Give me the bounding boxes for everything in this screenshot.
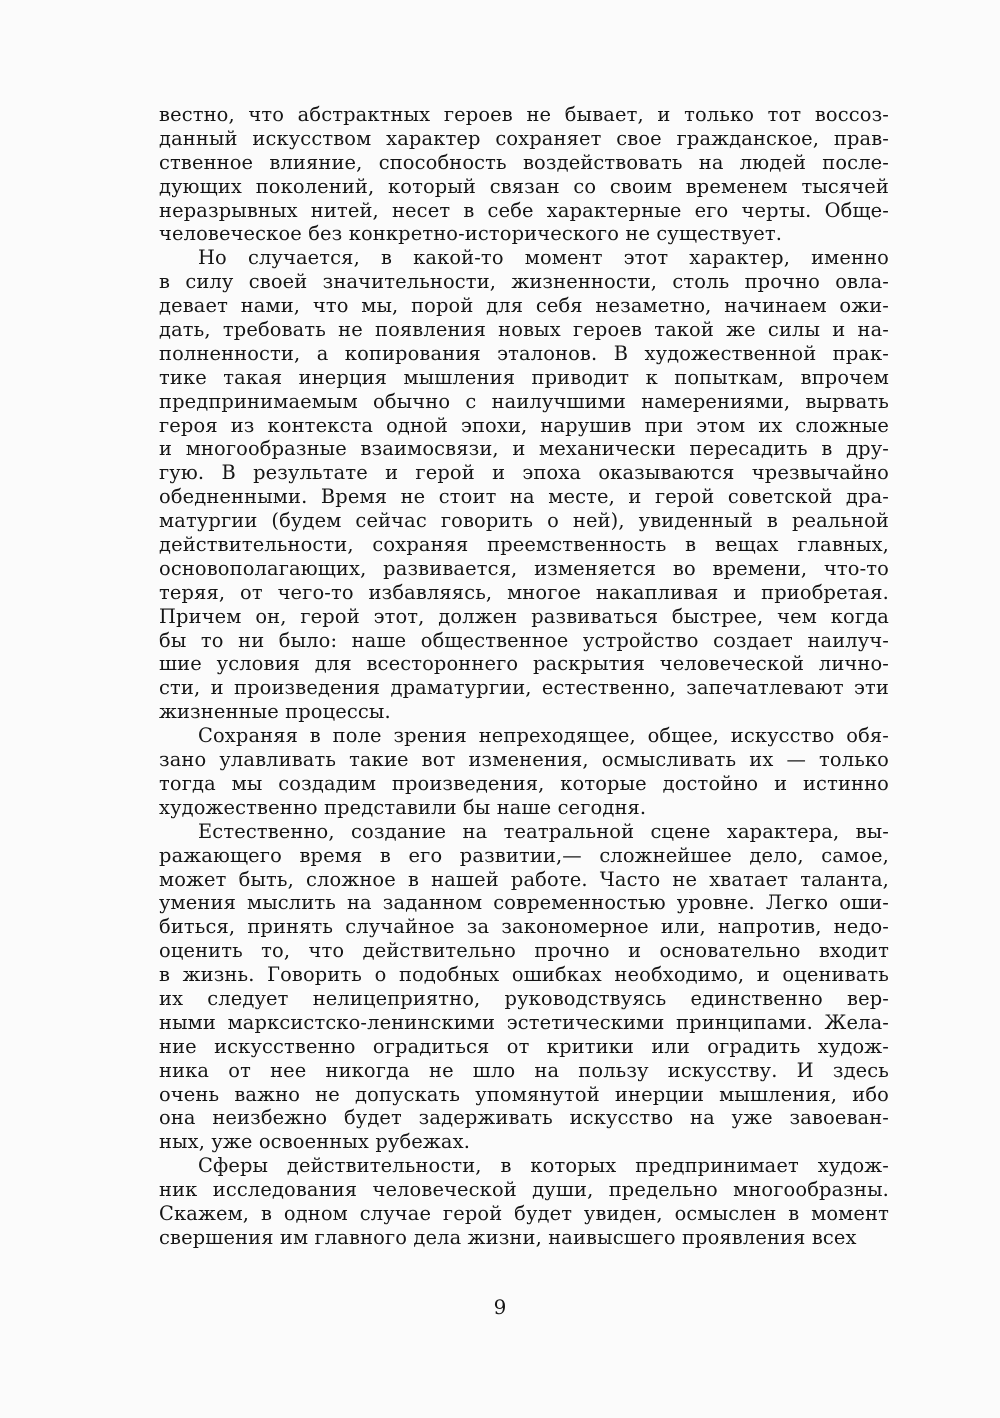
- text-line: ника от нее никогда не шло на пользу искусству. И здесь: [159, 1058, 889, 1082]
- paragraph: [159, 246, 889, 724]
- text-line: очень важно не допускать упомянутой инерции мышления, ибо: [159, 1082, 889, 1106]
- paragraph: [159, 103, 889, 246]
- text-line: дующих поколений, который связан со своим временем тысячей: [159, 174, 889, 198]
- text-line: бы то ни было: наше общественное устройство создает наилуч-: [159, 628, 889, 652]
- text-line: теряя, от чего-то избавляясь, многое накапливая и приобретая.: [159, 580, 889, 604]
- text-line: ных, уже освоенных рубежах.: [159, 1130, 471, 1154]
- page-number: 9: [493, 1295, 507, 1319]
- text-line: может быть, сложное в нашей работе. Часто не хватает таланта,: [159, 867, 889, 891]
- text-line: действительности, сохраняя преемственность в вещах главных,: [159, 533, 889, 557]
- text-line: ние искусственно оградиться от критики или оградить худож-: [159, 1034, 889, 1058]
- text-line: человеческое без конкретно-исторического не существует.: [159, 222, 783, 246]
- text-line: тике такая инерция мышления приводит к попыткам, впрочем: [159, 365, 889, 389]
- text-line: тогда мы создадим произведения, которые достойно и истинно: [159, 771, 889, 795]
- text-line: Естественно, создание на театральной сцене характера, вы-: [198, 819, 889, 843]
- text-line: их следует нелицеприятно, руководствуясь единственно вер-: [159, 986, 889, 1010]
- paragraph: [159, 1154, 889, 1250]
- paragraph: [159, 724, 889, 820]
- text-line: Скажем, в одном случае герой будет увиден, осмыслен в момент: [159, 1201, 889, 1225]
- text-line: жизненные процессы.: [159, 700, 391, 724]
- text-line: и многообразные взаимосвязи, и механически пересадить в дру-: [159, 437, 889, 461]
- paragraph: [159, 820, 889, 1154]
- text-line: девает нами, что мы, порой для себя незаметно, начинаем ожи-: [159, 294, 889, 318]
- text-line: данный искусством характер сохраняет свое гражданское, прав-: [159, 126, 889, 150]
- text-line: полненности, а копирования эталонов. В художественной прак-: [159, 341, 889, 365]
- text-line: умения мыслить на заданном современностью уровне. Легко оши-: [159, 891, 889, 915]
- text-line: ственное влияние, способность воздействовать на людей после-: [159, 150, 889, 174]
- text-line: обедненными. Время не стоит на месте, и герой советской дра-: [159, 485, 889, 509]
- text-line: ражающего время в его развитии,— сложнейшее дело, самое,: [159, 843, 889, 867]
- text-line: оценить то, что действительно прочно и основательно входит: [159, 939, 889, 963]
- text-line: основополагающих, развивается, изменяется во времени, что-то: [159, 556, 889, 580]
- text-line: шие условия для всестороннего раскрытия человеческой лично-: [159, 652, 889, 676]
- text-line: дать, требовать не появления новых героев такой же силы и на-: [159, 318, 889, 342]
- text-line: в жизнь. Говорить о подобных ошибках необходимо, и оценивать: [159, 963, 889, 987]
- text-line: Сохраняя в поле зрения непреходящее, общее, искусство обя-: [198, 724, 889, 748]
- text-line: сти, и произведения драматургии, естественно, запечатлевают эти: [159, 676, 889, 700]
- text-line: вестно, что абстрактных героев не бывает, и только тот воссоз-: [159, 103, 889, 126]
- text-line: она неизбежно будет задерживать искусство на уже завоеван-: [159, 1106, 889, 1130]
- text-line: матургии (будем сейчас говорить о ней), увиденный в реальной: [159, 509, 889, 533]
- text-line: биться, принять случайное за закономерное или, напротив, недо-: [159, 915, 889, 939]
- text-line: неразрывных нитей, несет в себе характерные его черты. Обще-: [159, 198, 889, 222]
- text-line: героя из контекста одной эпохи, нарушив при этом их сложные: [159, 413, 889, 437]
- text-line: ными марксистско-ленинскими эстетическими принципами. Жела-: [159, 1010, 889, 1034]
- text-line: свершения им главного дела жизни, наивысшего проявления всех: [159, 1225, 857, 1249]
- text-line: художественно представили бы наше сегодня.: [159, 795, 647, 819]
- text-line: зано улавливать такие вот изменения, осмысливать их — только: [159, 748, 889, 772]
- body-text: [159, 103, 889, 1250]
- text-line: Но случается, в какой-то момент этот характер, именно: [198, 246, 889, 270]
- text-line: гую. В результате и герой и эпоха оказываются чрезвычайно: [159, 461, 889, 485]
- text-line: в силу своей значительности, жизненности, столь прочно овла-: [159, 270, 889, 294]
- text-line: предпринимаемым обычно с наилучшими намерениями, вырвать: [159, 389, 889, 413]
- text-line: Причем он, герой этот, должен развиваться быстрее, чем когда: [159, 604, 889, 628]
- text-line: ник исследования человеческой души, предельно многообразны.: [159, 1178, 889, 1202]
- text-line: Сферы действительности, в которых предпринимает худож-: [198, 1154, 889, 1178]
